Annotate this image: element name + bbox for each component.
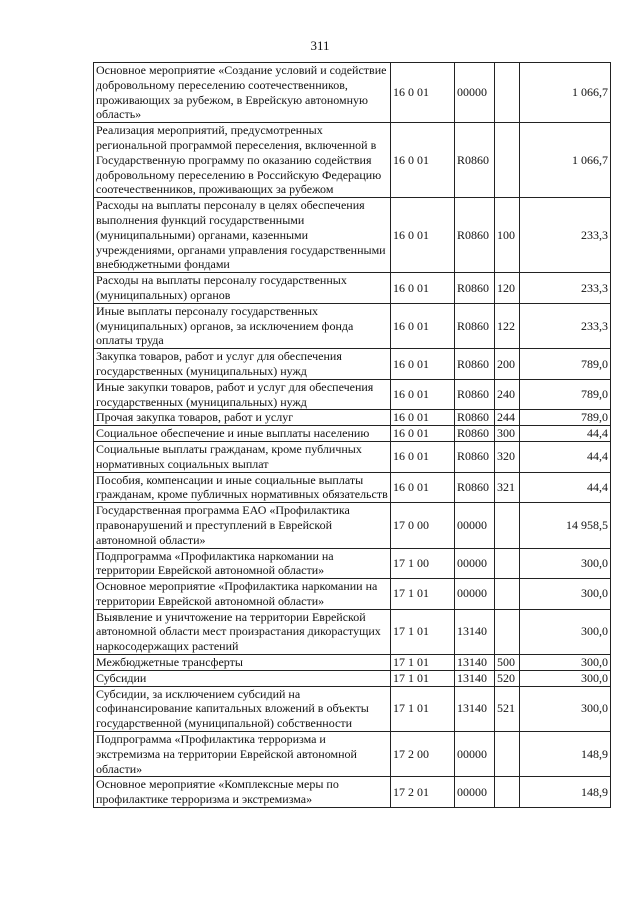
table-row xyxy=(94,123,611,198)
row-expense-type-cell: 244 xyxy=(495,410,520,426)
row-amount-cell: 1 066,7 xyxy=(520,63,611,123)
row-name-cell: Подпрограмма «Профилактика терроризма и экстремизма на территории Еврейской автономной области» xyxy=(94,732,391,777)
row-amount-cell: 233,3 xyxy=(520,273,611,304)
row-program-code-cell: 17 0 00 xyxy=(391,503,455,548)
row-expense-code-cell: R0860 xyxy=(455,123,495,198)
table-row xyxy=(94,303,611,348)
row-program-code-cell: 16 0 01 xyxy=(391,379,455,410)
row-expense-type-cell xyxy=(495,548,520,579)
row-program-code-cell: 17 1 01 xyxy=(391,579,455,610)
row-amount-cell: 148,9 xyxy=(520,777,611,808)
table-row xyxy=(94,732,611,777)
row-expense-code-cell: 00000 xyxy=(455,503,495,548)
table-row xyxy=(94,426,611,442)
row-expense-code-cell: R0860 xyxy=(455,198,495,273)
table-row xyxy=(94,655,611,671)
row-program-code-cell: 17 1 01 xyxy=(391,670,455,686)
row-program-code-cell: 16 0 01 xyxy=(391,123,455,198)
row-expense-type-cell: 120 xyxy=(495,273,520,304)
row-program-code-cell: 16 0 01 xyxy=(391,63,455,123)
row-amount-cell: 14 958,5 xyxy=(520,503,611,548)
row-expense-code-cell: 13140 xyxy=(455,670,495,686)
row-amount-cell: 1 066,7 xyxy=(520,123,611,198)
table-row xyxy=(94,670,611,686)
row-expense-code-cell: 13140 xyxy=(455,609,495,654)
row-amount-cell: 44,4 xyxy=(520,441,611,472)
row-amount-cell: 300,0 xyxy=(520,548,611,579)
row-expense-type-cell: 300 xyxy=(495,426,520,442)
row-expense-type-cell: 122 xyxy=(495,303,520,348)
row-expense-type-cell: 200 xyxy=(495,349,520,380)
row-expense-code-cell: R0860 xyxy=(455,441,495,472)
row-name-cell: Основное мероприятие «Профилактика наркомании на территории Еврейской автономной области» xyxy=(94,579,391,610)
row-expense-type-cell xyxy=(495,579,520,610)
row-name-cell: Иные выплаты персоналу государственных (муниципальных) органов, за исключением фонда оплаты труда xyxy=(94,303,391,348)
row-program-code-cell: 17 1 01 xyxy=(391,686,455,731)
row-program-code-cell: 17 1 01 xyxy=(391,609,455,654)
row-expense-code-cell: R0860 xyxy=(455,472,495,503)
row-name-cell: Закупка товаров, работ и услуг для обеспечения государственных (муниципальных) нужд xyxy=(94,349,391,380)
row-expense-type-cell: 320 xyxy=(495,441,520,472)
row-expense-code-cell: 00000 xyxy=(455,548,495,579)
row-expense-type-cell xyxy=(495,777,520,808)
row-expense-type-cell xyxy=(495,609,520,654)
row-name-cell: Субсидии xyxy=(94,670,391,686)
row-amount-cell: 300,0 xyxy=(520,655,611,671)
row-expense-code-cell: R0860 xyxy=(455,410,495,426)
row-amount-cell: 300,0 xyxy=(520,579,611,610)
row-amount-cell: 789,0 xyxy=(520,379,611,410)
table-row xyxy=(94,503,611,548)
row-amount-cell: 44,4 xyxy=(520,472,611,503)
table-row xyxy=(94,777,611,808)
row-name-cell: Государственная программа ЕАО «Профилактика правонарушений и преступлений в Еврейской автономной области» xyxy=(94,503,391,548)
row-expense-type-cell: 500 xyxy=(495,655,520,671)
row-expense-code-cell: R0860 xyxy=(455,426,495,442)
table-row xyxy=(94,349,611,380)
row-expense-code-cell: 13140 xyxy=(455,686,495,731)
row-expense-code-cell: R0860 xyxy=(455,349,495,380)
row-expense-code-cell: 00000 xyxy=(455,777,495,808)
row-name-cell: Субсидии, за исключением субсидий на софинансирование капитальных вложений в объекты государственной (муниципальной) собственности xyxy=(94,686,391,731)
row-name-cell: Пособия, компенсации и иные социальные выплаты гражданам, кроме публичных нормативных обязательств xyxy=(94,472,391,503)
row-program-code-cell: 16 0 01 xyxy=(391,426,455,442)
row-amount-cell: 789,0 xyxy=(520,410,611,426)
row-name-cell: Социальное обеспечение и иные выплаты населению xyxy=(94,426,391,442)
row-amount-cell: 44,4 xyxy=(520,426,611,442)
row-expense-type-cell xyxy=(495,503,520,548)
row-expense-code-cell: 00000 xyxy=(455,732,495,777)
page-number: 311 xyxy=(310,38,330,53)
row-program-code-cell: 17 2 00 xyxy=(391,732,455,777)
row-expense-code-cell: 00000 xyxy=(455,63,495,123)
row-amount-cell: 148,9 xyxy=(520,732,611,777)
row-amount-cell: 789,0 xyxy=(520,349,611,380)
row-name-cell: Расходы на выплаты персоналу государственных (муниципальных) органов xyxy=(94,273,391,304)
row-expense-type-cell: 100 xyxy=(495,198,520,273)
row-expense-type-cell: 520 xyxy=(495,670,520,686)
table-row xyxy=(94,63,611,123)
row-name-cell: Прочая закупка товаров, работ и услуг xyxy=(94,410,391,426)
row-program-code-cell: 16 0 01 xyxy=(391,410,455,426)
table-row xyxy=(94,198,611,273)
row-expense-type-cell: 321 xyxy=(495,472,520,503)
table-row xyxy=(94,273,611,304)
row-program-code-cell: 16 0 01 xyxy=(391,349,455,380)
table-row xyxy=(94,472,611,503)
row-name-cell: Реализация мероприятий, предусмотренных региональной программой переселения, включенной в Государственную программу по оказанию содействия добровольному переселению в Российскую Федерацию соотечественников, проживающих за рубежом xyxy=(94,123,391,198)
table-row xyxy=(94,410,611,426)
row-amount-cell: 300,0 xyxy=(520,609,611,654)
row-name-cell: Основное мероприятие «Создание условий и содействие добровольному переселению соотечественников, проживающих за рубежом, в Еврейскую автономную область» xyxy=(94,63,391,123)
row-program-code-cell: 17 1 01 xyxy=(391,655,455,671)
row-name-cell: Основное мероприятие «Комплексные меры по профилактике терроризма и экстремизма» xyxy=(94,777,391,808)
row-program-code-cell: 17 2 01 xyxy=(391,777,455,808)
row-expense-type-cell xyxy=(495,732,520,777)
table-row xyxy=(94,548,611,579)
row-expense-code-cell: 00000 xyxy=(455,579,495,610)
row-program-code-cell: 16 0 01 xyxy=(391,441,455,472)
row-amount-cell: 300,0 xyxy=(520,670,611,686)
row-expense-type-cell: 521 xyxy=(495,686,520,731)
row-name-cell: Выявление и уничтожение на территории Еврейской автономной области мест произрастания дикорастущих наркосодержащих растений xyxy=(94,609,391,654)
row-expense-type-cell xyxy=(495,123,520,198)
row-expense-code-cell: R0860 xyxy=(455,303,495,348)
row-expense-code-cell: R0860 xyxy=(455,379,495,410)
row-expense-code-cell: R0860 xyxy=(455,273,495,304)
row-program-code-cell: 16 0 01 xyxy=(391,273,455,304)
row-name-cell: Подпрограмма «Профилактика наркомании на территории Еврейской автономной области» xyxy=(94,548,391,579)
row-amount-cell: 233,3 xyxy=(520,198,611,273)
budget-table xyxy=(93,62,611,808)
table-row xyxy=(94,609,611,654)
budget-table-body xyxy=(94,63,611,808)
row-amount-cell: 300,0 xyxy=(520,686,611,731)
table-row xyxy=(94,686,611,731)
row-name-cell: Расходы на выплаты персоналу в целях обеспечения выполнения функций государственными (муниципальными) органами, казенными учреждениями, органами управления государственными внебюджетными фондами xyxy=(94,198,391,273)
row-expense-code-cell: 13140 xyxy=(455,655,495,671)
row-program-code-cell: 16 0 01 xyxy=(391,472,455,503)
row-name-cell: Межбюджетные трансферты xyxy=(94,655,391,671)
row-program-code-cell: 17 1 00 xyxy=(391,548,455,579)
table-row xyxy=(94,441,611,472)
row-expense-type-cell: 240 xyxy=(495,379,520,410)
table-row xyxy=(94,579,611,610)
row-program-code-cell: 16 0 01 xyxy=(391,303,455,348)
row-amount-cell: 233,3 xyxy=(520,303,611,348)
row-program-code-cell: 16 0 01 xyxy=(391,198,455,273)
row-name-cell: Социальные выплаты гражданам, кроме публичных нормативных социальных выплат xyxy=(94,441,391,472)
row-name-cell: Иные закупки товаров, работ и услуг для обеспечения государственных (муниципальных) нужд xyxy=(94,379,391,410)
table-row xyxy=(94,379,611,410)
row-expense-type-cell xyxy=(495,63,520,123)
